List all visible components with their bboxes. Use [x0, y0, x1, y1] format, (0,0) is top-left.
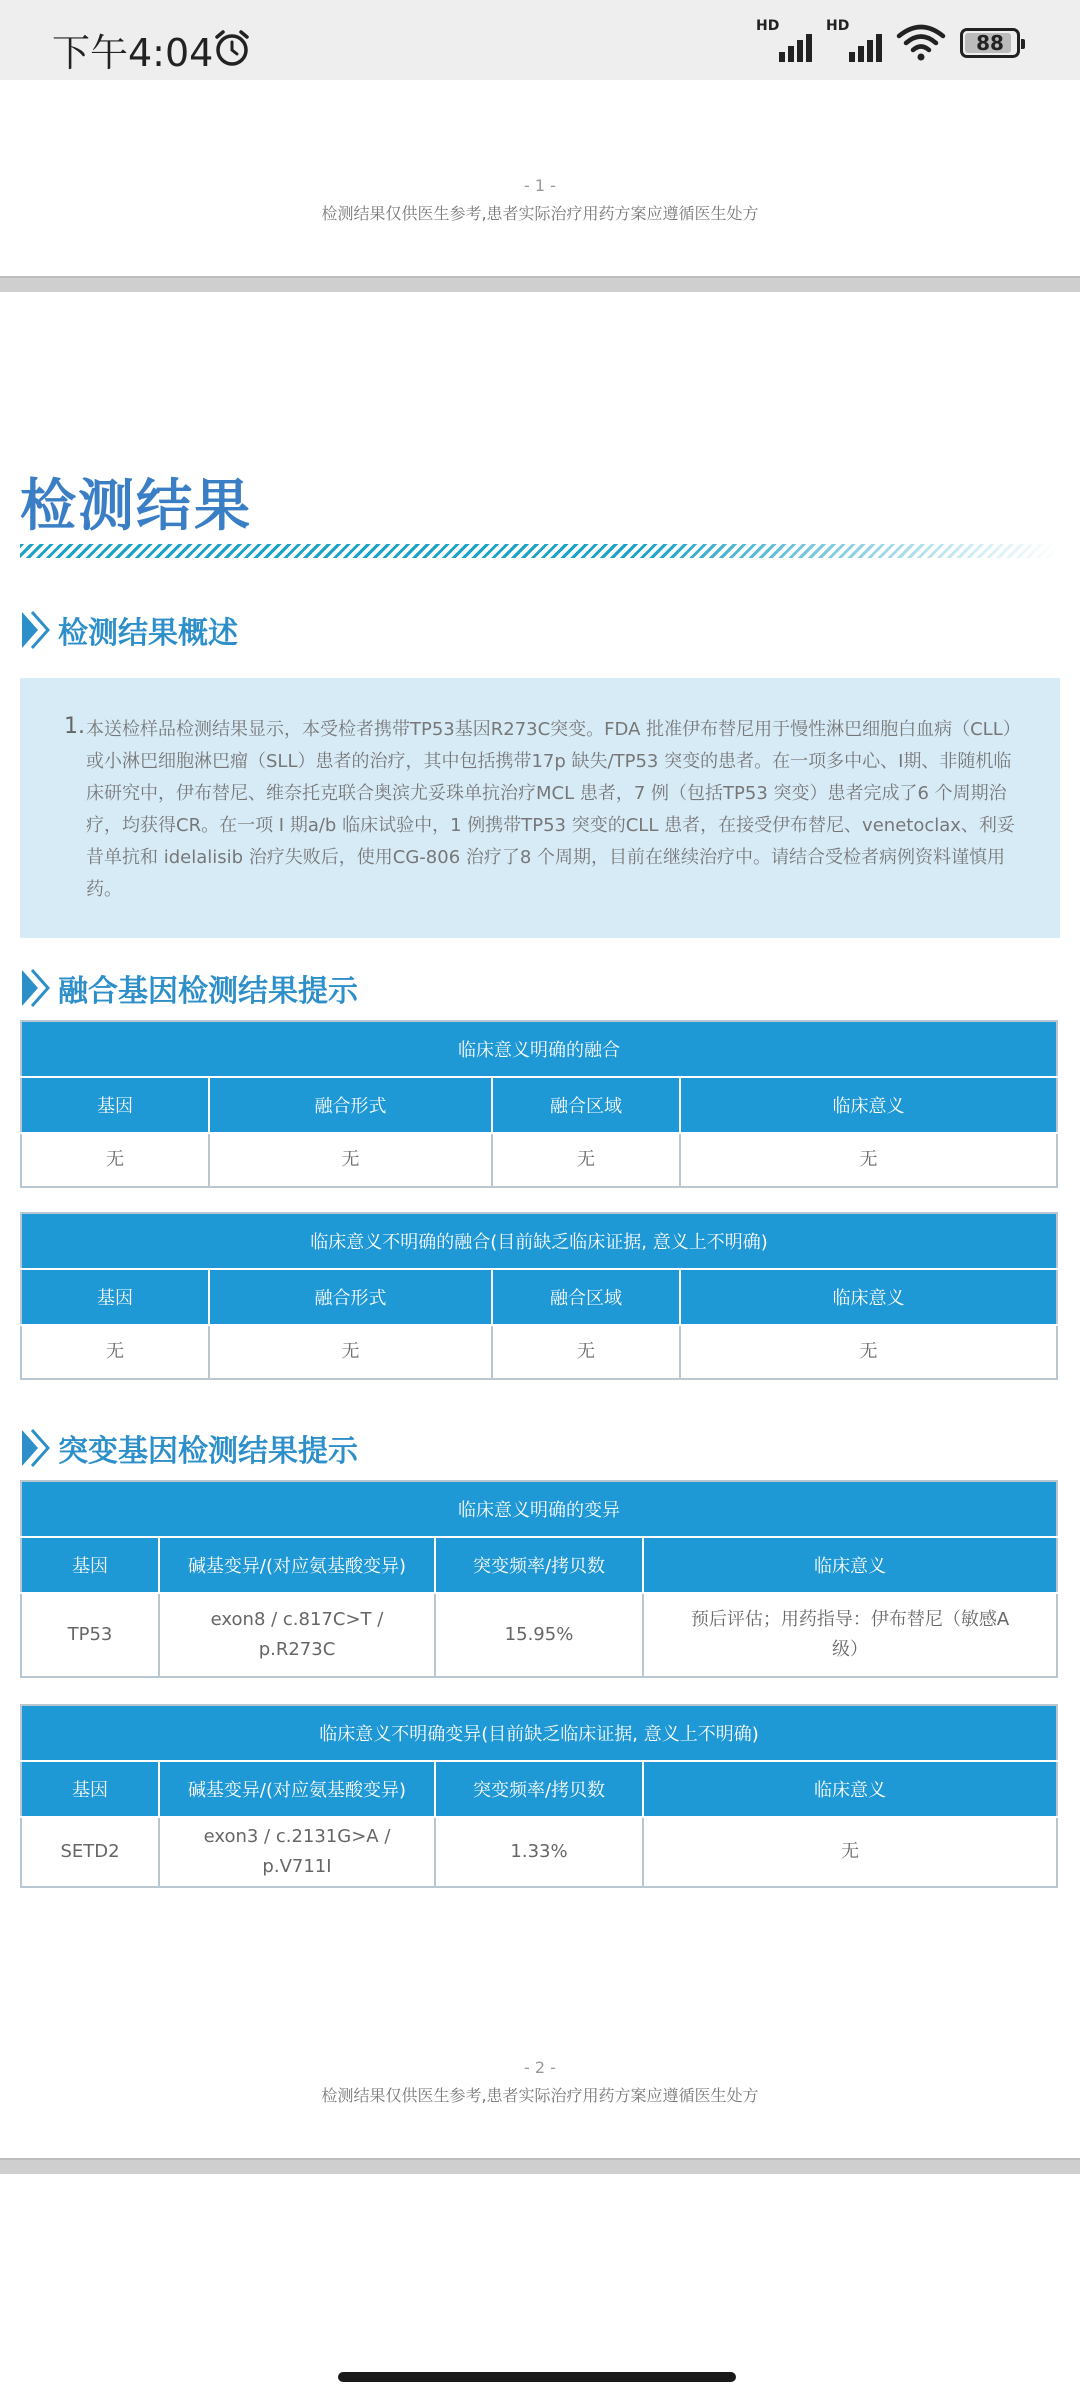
signal-strength-icon [826, 18, 882, 62]
status-bar [0, 0, 1080, 80]
column-header: 融合区域 [492, 1077, 680, 1133]
page2-footer [0, 2058, 1080, 2106]
footer-note: 检测结果仅供医生参考,患者实际治疗用药方案应遵循医生处方 [321, 2086, 759, 2105]
chevron-right-icon [20, 610, 50, 650]
table-caption: 临床意义明确的变异 [21, 1481, 1057, 1537]
page1-footer [0, 176, 1080, 224]
column-header: 融合形式 [209, 1269, 492, 1325]
column-header: 基因 [21, 1077, 209, 1133]
footer-note: 检测结果仅供医生参考,患者实际治疗用药方案应遵循医生处方 [321, 204, 759, 223]
column-header: 基因 [21, 1537, 159, 1593]
alarm-clock-icon [212, 28, 252, 68]
column-header: 基因 [21, 1761, 159, 1817]
fusion-unclear-table [20, 1212, 1058, 1380]
chevron-right-icon [20, 968, 50, 1008]
table-cell: 无 [680, 1133, 1057, 1187]
table-row [21, 1817, 1057, 1887]
table-cell: SETD2 [21, 1817, 159, 1887]
table-cell: exon8 / c.817C>T / p.R273C [159, 1593, 435, 1677]
page-title: 检测结果 [20, 474, 252, 539]
table-caption: 临床意义不明确变异(目前缺乏临床证据, 意义上不明确) [21, 1705, 1057, 1761]
signal-strength-icon [756, 18, 812, 62]
page-separator [0, 2158, 1080, 2174]
column-header: 碱基变异/(对应氨基酸变异) [159, 1537, 435, 1593]
section-mutation-heading [20, 1426, 358, 1470]
table-cell: 无 [209, 1325, 492, 1379]
mutation-clear-table [20, 1480, 1058, 1678]
table-cell: 1.33% [435, 1817, 643, 1887]
column-header: 临床意义 [680, 1269, 1057, 1325]
battery-level: 88 [976, 31, 1004, 55]
table-cell: 预后评估；用药指导：伊布替尼（敏感A级） [643, 1593, 1057, 1677]
table-cell: 无 [492, 1325, 680, 1379]
home-indicator[interactable] [338, 2372, 736, 2382]
table-cell: TP53 [21, 1593, 159, 1677]
table-cell: exon3 / c.2131G>A / p.V711I [159, 1817, 435, 1887]
page-separator [0, 276, 1080, 292]
table-cell: 无 [209, 1133, 492, 1187]
table-cell: 无 [492, 1133, 680, 1187]
table-cell: 15.95% [435, 1593, 643, 1677]
status-time: 下午4:04 [52, 31, 214, 75]
section-summary-title: 检测结果概述 [58, 616, 238, 651]
column-header: 融合区域 [492, 1269, 680, 1325]
column-header: 突变频率/拷贝数 [435, 1537, 643, 1593]
table-caption: 临床意义不明确的融合(目前缺乏临床证据, 意义上不明确) [21, 1213, 1057, 1269]
summary-item-number: 1. [64, 714, 85, 739]
table-row [21, 1133, 1057, 1187]
status-icons [756, 18, 1020, 62]
title-stripe-divider [20, 544, 1060, 558]
page-number: - 1 - [524, 176, 556, 195]
wifi-icon [896, 22, 946, 62]
table-cell: 无 [21, 1133, 209, 1187]
fusion-clear-table [20, 1020, 1058, 1188]
section-mutation-title: 突变基因检测结果提示 [58, 1434, 358, 1469]
table-cell: 无 [680, 1325, 1057, 1379]
page-number: - 2 - [524, 2058, 556, 2077]
column-header: 临床意义 [680, 1077, 1057, 1133]
summary-text: 本送检样品检测结果显示，本受检者携带TP53基因R273C突变。FDA 批准伊布替尼用于慢性淋巴细胞白血病（CLL）或小淋巴细胞淋巴瘤（SLL）患者的治疗，其中包括携带17p 缺失/TP53 突变的患者。在一项多中心、Ⅰ期、非随机临床研究中，伊布替尼、维奈托克联合奥滨尤妥珠单抗治疗MCL 患者，7 例（包括TP53 突变）患者完成了6 个周期治疗，均获得CR。在一项 Ⅰ 期a/b 临床试验中，1 例携带TP53 突变的CLL 患者，在接受伊布替尼、venetoclax、利妥昔单抗和 idelalisib 治疗失败后，使用CG-806 治疗了8 个周期，目前在继续治疗中。请结合受检者病例资料谨慎用药。 [86, 719, 1015, 900]
section-fusion-title: 融合基因检测结果提示 [58, 974, 358, 1009]
table-row [21, 1593, 1057, 1677]
summary-box [20, 678, 1060, 938]
column-header: 临床意义 [643, 1537, 1057, 1593]
chevron-right-icon [20, 1428, 50, 1468]
mutation-unclear-table [20, 1704, 1058, 1888]
table-cell: 无 [643, 1817, 1057, 1887]
section-summary-heading [20, 608, 238, 652]
table-cell: 无 [21, 1325, 209, 1379]
column-header: 融合形式 [209, 1077, 492, 1133]
section-fusion-heading [20, 966, 358, 1010]
column-header: 基因 [21, 1269, 209, 1325]
table-row [21, 1325, 1057, 1379]
table-caption: 临床意义明确的融合 [21, 1021, 1057, 1077]
column-header: 突变频率/拷贝数 [435, 1761, 643, 1817]
sim2-hd-label: HD [826, 18, 850, 34]
sim1-hd-label: HD [756, 18, 780, 34]
column-header: 临床意义 [643, 1761, 1057, 1817]
battery-icon [960, 28, 1020, 58]
column-header: 碱基变异/(对应氨基酸变异) [159, 1761, 435, 1817]
